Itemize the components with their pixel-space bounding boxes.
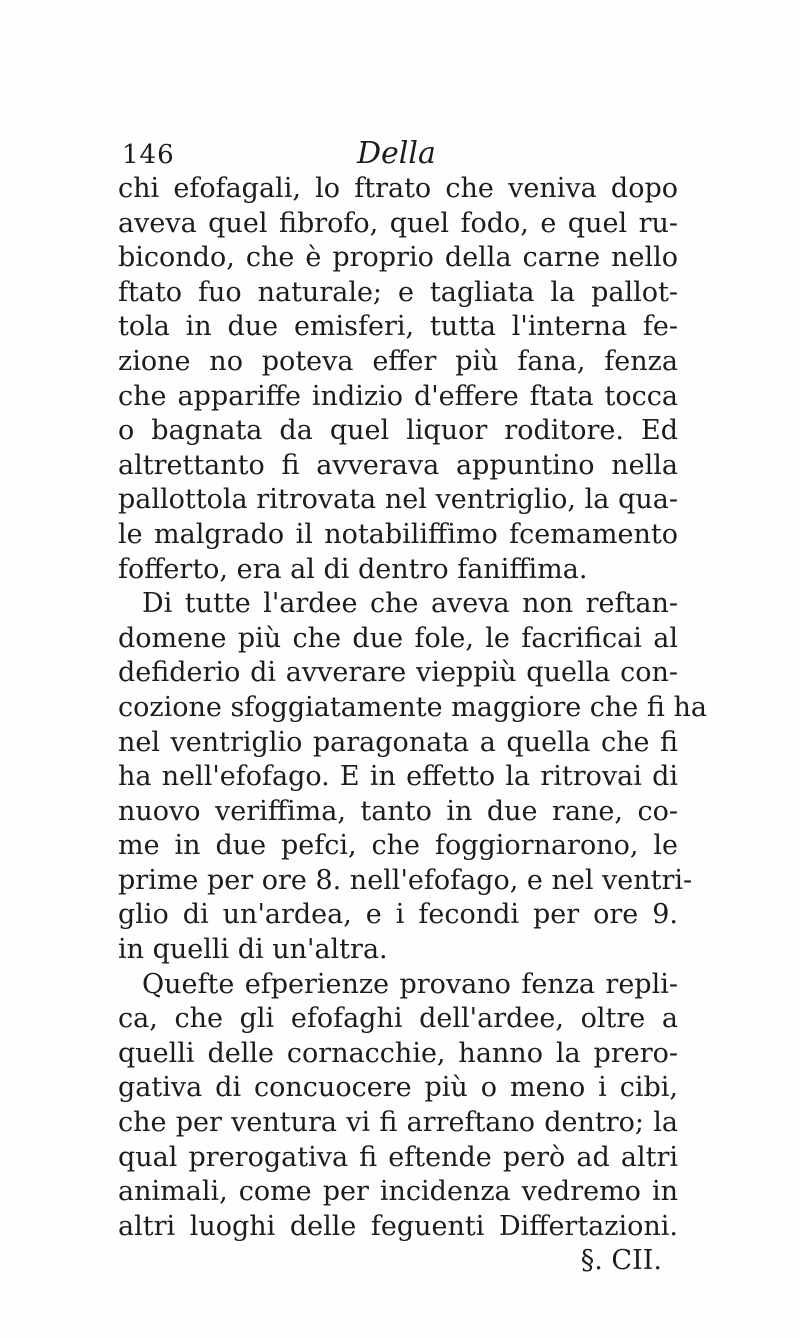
text-line: ca, che gli efofaghi dell'ardee, oltre a <box>118 1003 678 1035</box>
text-line: pallottola ritrovata nel ventriglio, la qua- <box>118 484 678 516</box>
text-line: glio di un'ardea, e i fecondi per ore 9. <box>118 899 678 931</box>
text-line: qual prerogativa fi eftende però ad altri <box>118 1141 678 1173</box>
text-line: gativa di concuocere più o meno i cibi, <box>118 1072 678 1104</box>
text-line: animali, come per incidenza vedremo in <box>118 1176 678 1208</box>
text-line: tola in due emisferi, tutta l'interna fe- <box>118 311 678 343</box>
text-line: nel ventriglio paragonata a quella che fi <box>118 726 678 758</box>
text-line: in quelli di un'altra. <box>118 934 388 966</box>
body-text <box>118 172 707 1279</box>
text-line: aveva quel fibrofo, quel fodo, e quel ru- <box>118 207 678 239</box>
text-line: fofferto, era al di dentro faniffima. <box>118 553 588 585</box>
text-line: domene più che due fole, le facrificai al <box>118 622 678 654</box>
text-line: altrettanto fi avverava appuntino nella <box>118 449 678 481</box>
text-line: bicondo, che è proprio della carne nello <box>118 242 678 274</box>
text-line: le malgrado il notabiliffimo fcemamento <box>118 518 678 550</box>
text-line: che per ventura vi fi arreftano dentro; la <box>118 1107 678 1139</box>
page-number: 146 <box>122 140 175 170</box>
text-line: ha nell'efofago. E in effetto la ritrovai di <box>118 761 678 793</box>
running-title: Della <box>357 136 436 171</box>
section-marker: §. CII. <box>580 1245 662 1277</box>
text-line: chi efofagali, lo ftrato che veniva dopo <box>118 173 678 204</box>
text-line: zione no poteva effer più fana, fenza <box>118 345 678 377</box>
text-line: o bagnata da quel liquor roditore. Ed <box>118 415 678 447</box>
text-line: cozione sfoggiatamente maggiore che fi ha <box>118 691 707 723</box>
text-line: ftato fuo naturale; e tagliata la pallot- <box>118 276 678 308</box>
text-line: quelli delle cornacchie, hanno la prero- <box>118 1037 678 1069</box>
text-line: che appariffe indizio d'effere ftata tocca <box>118 380 678 412</box>
text-line: nuovo veriffima, tanto in due rane, co- <box>118 795 678 827</box>
text-line: Quefte efperienze provano fenza repli- <box>142 968 678 1000</box>
text-line: prime per ore 8. nell'efofago, e nel ventri- <box>118 864 693 896</box>
text-line: me in due pefci, che foggiornarono, le <box>118 830 678 862</box>
text-line: altri luoghi delle feguenti Differtazioni. <box>118 1210 678 1242</box>
text-line: Di tutte l'ardee che aveva non reftan- <box>142 588 678 620</box>
text-line: defiderio di avverare vieppiù quella con- <box>118 657 678 689</box>
